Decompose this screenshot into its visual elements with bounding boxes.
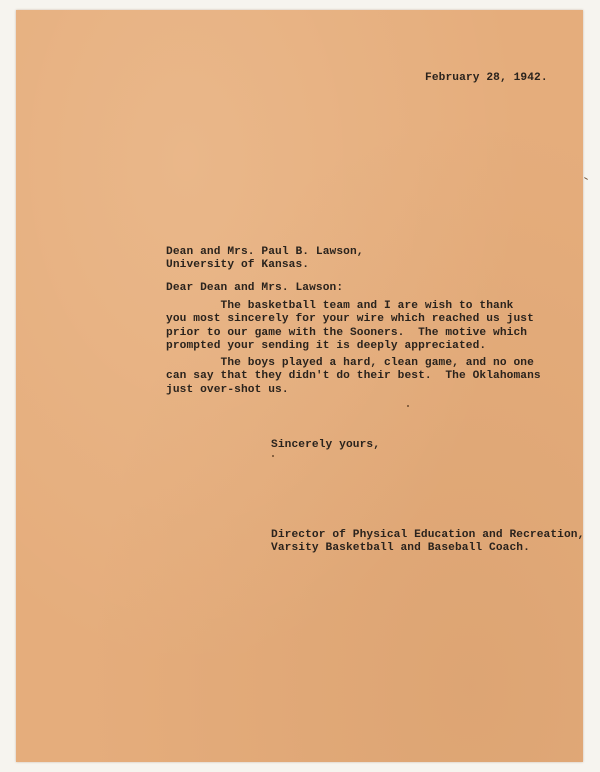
body-paragraph-1 [166,300,534,354]
paragraph-line: you most sincerely for your wire which reached us just [166,313,534,326]
paragraph-line: just over-shot us. [166,383,289,396]
title-line: Director of Physical Education and Recreation, [271,529,585,541]
signatory-title [271,529,584,556]
salutation: Dear Dean and Mrs. Lawson: [166,282,344,294]
paragraph-line: prompted your sending it is deeply appreciated. [166,340,487,353]
complimentary-close: Sincerely yours, [271,439,381,451]
title-line: Varsity Basketball and Baseball Coach. [271,542,530,555]
ink-speck [272,455,274,457]
letter-date: February 28, 1942. [425,72,548,84]
recipient-line: Dean and Mrs. Paul B. Lawson, [166,246,364,258]
recipient-line: University of Kansas. [166,259,310,272]
paragraph-line: The boys played a hard, clean game, and no one [166,357,534,369]
ink-speck [584,177,588,180]
body-paragraph-2 [166,357,541,397]
paragraph-line: The basketball team and I are wish to thank [166,300,514,312]
paragraph-line: prior to our game with the Sooners. The motive which [166,326,528,339]
recipient-address [166,246,364,273]
paragraph-line: can say that they didn't do their best. The Oklahomans [166,370,541,383]
ink-speck [407,405,409,407]
